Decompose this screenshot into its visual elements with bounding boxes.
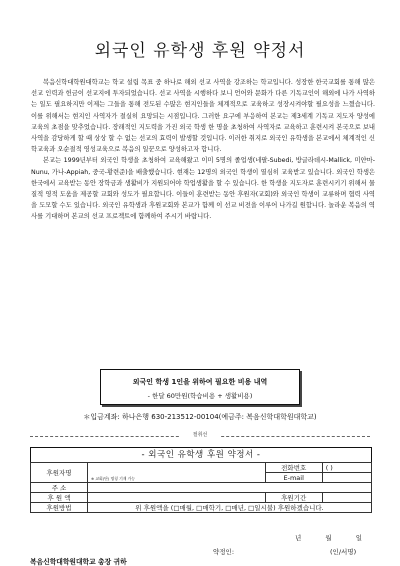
signer-label: 약정인: xyxy=(213,548,235,556)
form-title: - 외국인 유학생 후원 약정서 - xyxy=(30,447,372,463)
cost-box-line: - 한달 60만원(학습비용 + 생활비용) xyxy=(147,392,253,400)
footer-addressee: 복음신학대학원대학교 총장 귀하 xyxy=(30,558,127,566)
sponsor-field[interactable] xyxy=(88,463,266,483)
cost-box-title: 외국인 학생 1인을 위하여 필요한 비용 내역 xyxy=(132,378,268,386)
email-label: E-mail xyxy=(265,473,322,483)
address-label: 주 소 xyxy=(31,483,88,493)
email-field[interactable] xyxy=(322,473,371,483)
method-label: 후원방법 xyxy=(31,503,88,513)
sponsor-label: 후원자명 xyxy=(31,463,88,483)
period-field[interactable] xyxy=(322,493,371,503)
method-field[interactable]: 위 후원액을 (□매월, □매학기, □매년, □일시불) 후원하겠습니다. xyxy=(88,503,372,513)
cut-line-label: 절취선 xyxy=(180,431,220,438)
address-field[interactable] xyxy=(88,483,372,493)
paragraph-intro: 복음신학대학원대학교는 학교 설립 목표 중 하나로 해외 선교 사역을 강조하는 학교입니다. 성장한 한국교회를 통해 많은 선교 인력과 헌금이 선교지에 투자되었습니다. 선교 사역을 시행하다 보니 언어와 문화가 다른 기독교인이 해외에 나가 사역하는 일도 필요하지만 이제는 그들을 통해 전도된 수많은 현지인들을 체계적으로 교육하고 성장시켜야할 필요성을 느꼈습니다. 이를 위해서는 현지인 사역자가 절실히 요망되는 시점입니다. 그러한 요구에 부응하여 본교는 제3세계 기독교 지도자 양성에 교육의 초점을 맞추었습니다. 장래적인 지도력을 가진 외국 학생 한 명을 초청하여 사역자로 교육하고 훈련시켜 본국으로 보내 사역을 감당하게 할 때 상상 할 수 없는 선교의 효력이 발생할 것입니다. 이러한 취지로 외국인 유학생을 본교에서 체계적인 신학교육과 오순절적 영성교육으로 복음의 일꾼으로 양성하고자 합니다. xyxy=(31,79,375,154)
bank-account: ＊입금계좌: 하나은행 630-213512-00104(예금주: 복음신학대학원대학교) xyxy=(83,413,317,421)
amount-field[interactable] xyxy=(88,493,266,503)
phone-label: 전화번호 xyxy=(265,463,322,473)
paragraph-history: 본교는 1999년부터 외국인 학생을 초청하여 교육해왔고 이미 5명의 졸업생(네팔-Subedi, 방글라데시-Mallick, 미얀마-Nunu, 가나-Appiah, 중국-황련준)을 배출했습니다. 현재는 12명의 외국인 학생이 열심히 교육받고 있습니다. 외국인 학생은 한국에서 교육받는 동안 장학금과 생활비가 지원되어야 학업생활을 할 수 있습니다. 한 학생을 지도자로 훈련시키기 위해서 물질적 영적 도움을 제공할 교회와 성도가 필요합니다. 이들이 훈련받는 동안 후원자(교회)와 외국인 학생이 교류하며 협력 사역을 도모할 수도 있습니다. 외국인 유학생과 후원교회와 본교가 함께 이 선교 비전을 이루어 나가길 원합니다. 놀라운 복음의 역사를 기대하며 본교의 선교 프로젝트에 함께하여 주시기 바랍니다. xyxy=(31,157,375,221)
cost-box xyxy=(100,369,300,405)
date-line: 년 월 일 xyxy=(295,534,362,542)
amount-label: 후 원 액 xyxy=(31,493,88,503)
sponsor-note: ※ 교회(단) 명칭 기재 가능 xyxy=(91,476,135,481)
period-label: 후원기간 xyxy=(265,493,322,503)
pledge-form xyxy=(30,462,372,513)
phone-value: ( ) xyxy=(325,463,333,472)
body-text xyxy=(31,77,375,223)
phone-field[interactable] xyxy=(322,463,371,473)
signer-mark: (인/서명) xyxy=(330,548,357,556)
document-title: 외국인 유학생 후원 약정서 xyxy=(94,41,306,61)
